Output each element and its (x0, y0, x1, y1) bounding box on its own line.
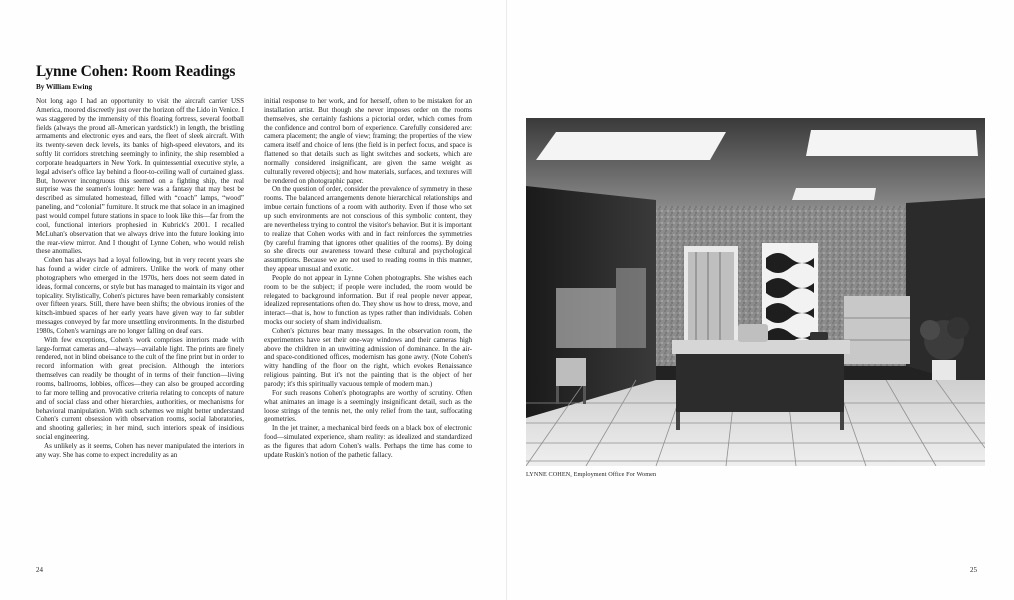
paragraph: With few exceptions, Cohen's work comprises interiors made with large-format cameras and—always—available light. The prints are finely rendered, not in blind obeisance to the cult of the fine print but in order to record information with great precision. Although the interiors themselves can readily be thought of in terms of their function—living rooms, ballrooms, lobbies, offices—they can also be grouped according to far more telling and provocative criteria relating to concepts of nature and of social class and other hierarchies, authorities, or mechanisms for behavioral manipulation. With such schemes we might better understand Cohen's current obsession with observation rooms, social laboratories, and shooting galleries; in her mind, such interiors speak of insidious social engineering. (36, 335, 244, 442)
paragraph: In the jet trainer, a mechanical bird feeds on a black box of electronic food—simulated experience, sham reality: as idealized and standardized as the figures that adorn Cohen's walls. Perhaps the time has come to update Ruskin's notion of the pathetic fallacy. (264, 424, 472, 459)
paragraph: initial response to her work, and for herself, often to be mistaken for an installation artist. But though she never imposes order on the rooms themselves, she certainly fashions a pictorial order, which comes from the confidence and control born of experience. Carefully considered are: camera placement; the angle of view; framing; the properties of the view camera itself and choice of lens (the field is in perfect focus, and space is flattened so that details such as light switches and sockets, which are normally considered insignificant, are given the same weight as culturally revered objects); and how materials, surfaces, and textures will be rendered on photographic paper. (264, 97, 472, 185)
page-gutter (506, 0, 507, 600)
page-number-left: 24 (36, 566, 43, 574)
article-title: Lynne Cohen: Room Readings (36, 63, 236, 80)
office-photograph (526, 118, 985, 466)
figure-caption: LYNNE COHEN, Employment Office For Women (526, 471, 657, 478)
paragraph: Cohen's pictures bear many messages. In the observation room, the experimenters have set their one-way windows and their cameras high above the children in an unwitting admission of dominance. In the air- and space-conditioned offices, modernism has gone awry. (Note Cohen's witty handling of the floor on the right, which evokes Renaissance religious painting. But it's not the painting that is the object of her parody; it's this spiritually vacuous temple of modern man.) (264, 326, 472, 388)
paragraph: Not long ago I had an opportunity to visit the aircraft carrier USS America, moored discreetly just over the horizon off the Lido in Venice. I was staggered by the immensity of this floating fortress, several football fields (always the proud all-American yardstick!) in length, the bristling armaments and electronic eyes and ears, the fleet of sleek aircraft. With its twenty-seven deck levels, its banks of high-speed elevators, and its softly lit corridors stretching seemingly to infinity, the ship resembled a corporate headquarters in New York. In quintessential executive style, a legal adviser's office lay behind a floor-to-ceiling wall of curtained glass. But, however incongruous this seemed on a fighting ship, the real surprise was the seamen's lounge: here was a fantasy that may best be described as simulated homestead, filled with “coach” lamps, “wood” paneling, and “colonial” furniture. It struck me that solace in an imagined past would compel future stations in space to look like this—far from the cool, functional interiors prophesied in Kubrick's 2001. I recalled McLuhan's observation that we always drive into the future looking into the rear-view mirror. And I thought of Lynne Cohen, who would relish these anomalies. (36, 97, 244, 256)
text-column-left (36, 97, 244, 460)
page-number-right: 25 (970, 566, 977, 574)
text-column-right (264, 97, 472, 460)
paragraph: For such reasons Cohen's photographs are worthy of scrutiny. Often what animates an image is a seemingly insignificant detail, such as the loose strings of the tennis net, the only relief from the taut, suffocating geometries. (264, 388, 472, 424)
paragraph: As unlikely as it seems, Cohen has never manipulated the interiors in any way. She has come to expect incredulity as an (36, 441, 244, 459)
paragraph: On the question of order, consider the prevalence of symmetry in these rooms. The balanced arrangements denote hierarchical relationships and imbue certain functions of a room with authority. Even if those who set up such environments are not conscious of this symbolic content, they are nevertheless trying to control the visitor's behavior. But it is important to realize that Cohen works with and in fact reinforces the symmetries (by careful framing that ignores other qualities of the rooms). By doing so she directs our awareness toward these cultural and psychological assumptions. Because we are not used to reading rooms in this manner, they appear unusual and exotic. (264, 185, 472, 274)
paragraph: People do not appear in Lynne Cohen photographs. She wishes each room to be the subject; if people were included, the room would be relegated to background information. But if real people never appear, idealized representations often do. They show us how to dress, move, and interact—that is, how to function as types rather than individuals. Cohen mocks our society of sham individualism. (264, 273, 472, 327)
byline: By William Ewing (36, 83, 93, 91)
paragraph: Cohen has always had a loyal following, but in very recent years she has found a wider circle of admirers. Unlike the work of many other photographers who emerged in the 1970s, hers does not seem dated in ideas, formal concerns, or style but has managed to maintain its vigor and topicality. Stylistically, Cohen's pictures have been remarkably consistent over fifteen years. Still, there have been shifts; the obvious ironies of the kitsch-imbued spaces of her early years have given way to far subtler messages conveyed by far more unsettling environments. In the disturbed 1980s, Cohen's warnings are no longer falling on deaf ears. (36, 256, 244, 335)
